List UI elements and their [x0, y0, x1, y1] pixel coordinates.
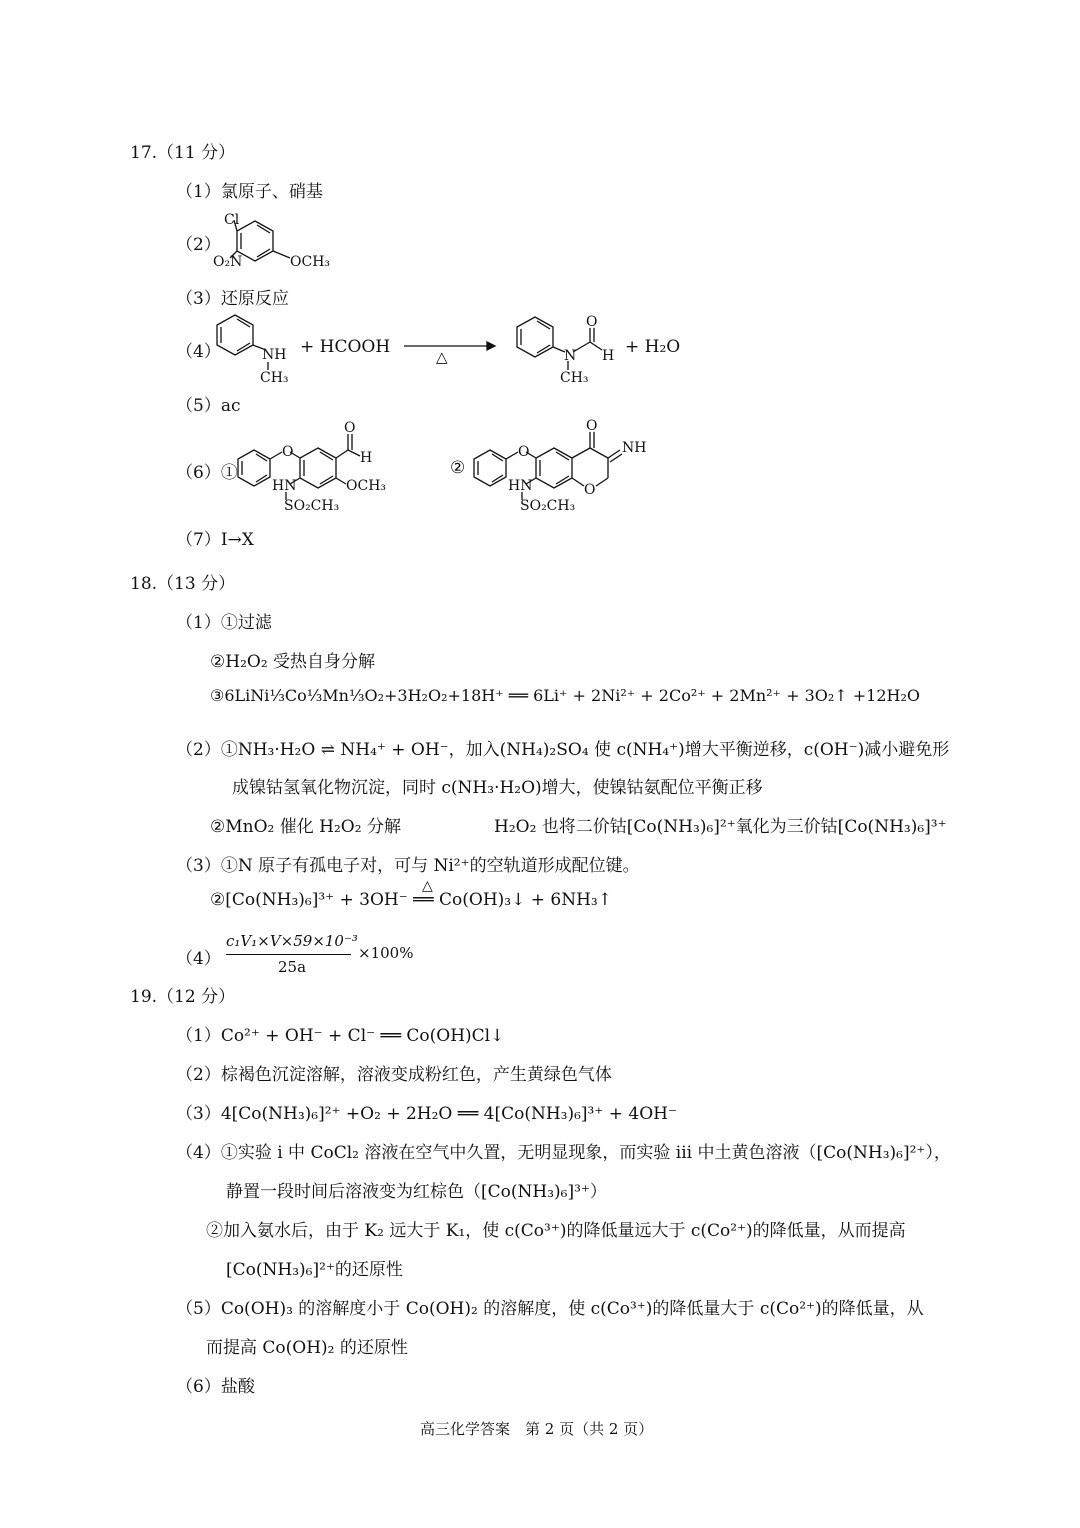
q17-structure-4-reactant: [210, 310, 300, 395]
q18-answer-2-2: ②MnO₂ 催化 H₂O₂ 分解: [210, 817, 401, 837]
q18-answer-1-1: （1）①过滤: [176, 613, 272, 633]
q17-structure-6-2: [470, 416, 660, 525]
sulfonamide-hn-label-2: HN: [508, 478, 533, 494]
amide-n-label: N: [564, 348, 577, 364]
q17-answer-6-label-2: ②: [450, 458, 466, 478]
q17-answer-5: （5）ac: [176, 396, 241, 416]
q17-answer-4-label: （4）: [176, 342, 221, 362]
ring-o-label: O: [584, 482, 596, 498]
q19-answer-2: （2）棕褐色沉淀溶解，溶液变成粉红色，产生黄绿色气体: [176, 1065, 612, 1085]
ketone-o-label: O: [586, 418, 598, 434]
q18-answer-2-2b: H₂O₂ 也将二价钴[Co(NH₃)₆]²⁺氧化为三价钴[Co(NH₃)₆]³⁺: [494, 817, 947, 837]
carbonyl-o-label: O: [586, 314, 598, 330]
q17-structure-4-product: [510, 308, 630, 397]
page-footer: 高三化学答案 第 2 页（共 2 页）: [420, 1420, 654, 1438]
chlorine-label: Cl: [224, 212, 240, 228]
fraction-denominator: 25a: [278, 958, 307, 976]
methoxy-label-6: OCH₃: [346, 478, 387, 494]
q18-answer-3-1: （3）①N 原子有孤电子对，可与 Ni²⁺的空轨道形成配位键。: [176, 856, 640, 876]
q18-answer-3-2-condition: △: [422, 878, 433, 894]
mesyl-label-2: SO₂CH₃: [520, 498, 576, 514]
reaction-arrow: [402, 336, 497, 371]
aldehyde-o-label: O: [344, 420, 356, 436]
sulfonamide-hn-label: HN: [272, 478, 297, 494]
q19-header: 19.（12 分）: [130, 987, 236, 1007]
methyl-label: CH₃: [260, 370, 289, 386]
q18-answer-1-2: ②H₂O₂ 受热自身分解: [210, 652, 376, 672]
ether-o-label: O: [282, 444, 294, 460]
fraction-numerator: c₁V₁×V×59×10⁻³: [226, 932, 358, 950]
q17-answer-2-label: （2）: [176, 235, 221, 255]
q17-answer-7: （7）I→X: [176, 530, 254, 550]
q17-structure-2: [210, 206, 350, 277]
q17-structure-6-1: [234, 420, 394, 525]
methoxy-label: OCH₃: [290, 254, 331, 270]
q17-answer-6-label: （6）①: [176, 463, 238, 483]
q18-answer-3-2: ②[Co(NH₃)₆]³⁺ + 3OH⁻ ══ Co(OH)₃↓ + 6NH₃↑: [210, 890, 612, 910]
n-methyl-label: CH₃: [560, 370, 589, 386]
q18-answer-4-tail: ×100%: [358, 944, 414, 962]
amine-label: NH: [262, 347, 287, 363]
imine-nh-label: NH: [622, 440, 647, 456]
q18-answer-4-label: （4）: [176, 949, 221, 969]
q19-answer-4-1: （4）①实验 i 中 CoCl₂ 溶液在空气中久置，无明显现象，而实验 iii 中土黄色溶液（[Co(NH₃)₆]²⁺），: [176, 1143, 951, 1163]
q19-answer-3: （3）4[Co(NH₃)₆]²⁺ +O₂ + 2H₂O ══ 4[Co(NH₃)₆]³⁺ + 4OH⁻: [176, 1104, 677, 1124]
fraction-bar: [226, 954, 351, 955]
mesyl-label: SO₂CH₃: [284, 498, 340, 514]
q18-answer-1-3: ③6LiNi⅓Co⅓Mn⅓O₂+3H₂O₂+18H⁺ ══ 6Li⁺ + 2Ni²⁺ + 2Co²⁺ + 2Mn²⁺ + 3O₂↑ +12H₂O: [210, 686, 921, 705]
q17-answer-3: （3）还原反应: [176, 289, 289, 309]
q19-answer-1: （1）Co²⁺ + OH⁻ + Cl⁻ ══ Co(OH)Cl↓: [176, 1026, 505, 1046]
q17-header: 17.（11 分）: [130, 143, 236, 163]
q17-answer-4-reagent: + HCOOH: [300, 337, 391, 357]
q18-header: 18.（13 分）: [130, 574, 236, 594]
formyl-h-label: H: [602, 348, 615, 364]
q19-answer-5b: 而提高 Co(OH)₂ 的还原性: [206, 1338, 408, 1358]
q17-answer-1: （1）氯原子、硝基: [176, 182, 323, 202]
q19-answer-4-2: ②加入氨水后，由于 K₂ 远大于 K₁，使 c(Co³⁺)的降低量远大于 c(Co²⁺)的降低量，从而提高: [206, 1221, 906, 1241]
q18-answer-2-1b: 成镍钴氢氧化物沉淀，同时 c(NH₃·H₂O)增大，使镍钴氨配位平衡正移: [232, 778, 763, 798]
nitro-label: O₂N: [213, 254, 243, 270]
q19-answer-5: （5）Co(OH)₃ 的溶解度小于 Co(OH)₂ 的溶解度，使 c(Co³⁺)的降低量大于 c(Co²⁺)的降低量，从: [176, 1299, 924, 1319]
q19-answer-4-2b: [Co(NH₃)₆]²⁺的还原性: [226, 1260, 403, 1280]
aldehyde-h-label: H: [360, 450, 373, 466]
heat-condition: △: [436, 348, 448, 366]
q19-answer-6: （6）盐酸: [176, 1377, 255, 1397]
q17-answer-4-product: + H₂O: [625, 337, 681, 357]
q19-answer-4-1b: 静置一段时间后溶液变为红棕色（[Co(NH₃)₆]³⁺）: [226, 1182, 607, 1202]
ether-o-label-2: O: [518, 444, 530, 460]
q18-answer-2-1: （2）①NH₃·H₂O ⇌ NH₄⁺ + OH⁻，加入(NH₄)₂SO₄ 使 c(NH₄⁺)增大平衡逆移，c(OH⁻)减小避免形: [176, 740, 950, 760]
